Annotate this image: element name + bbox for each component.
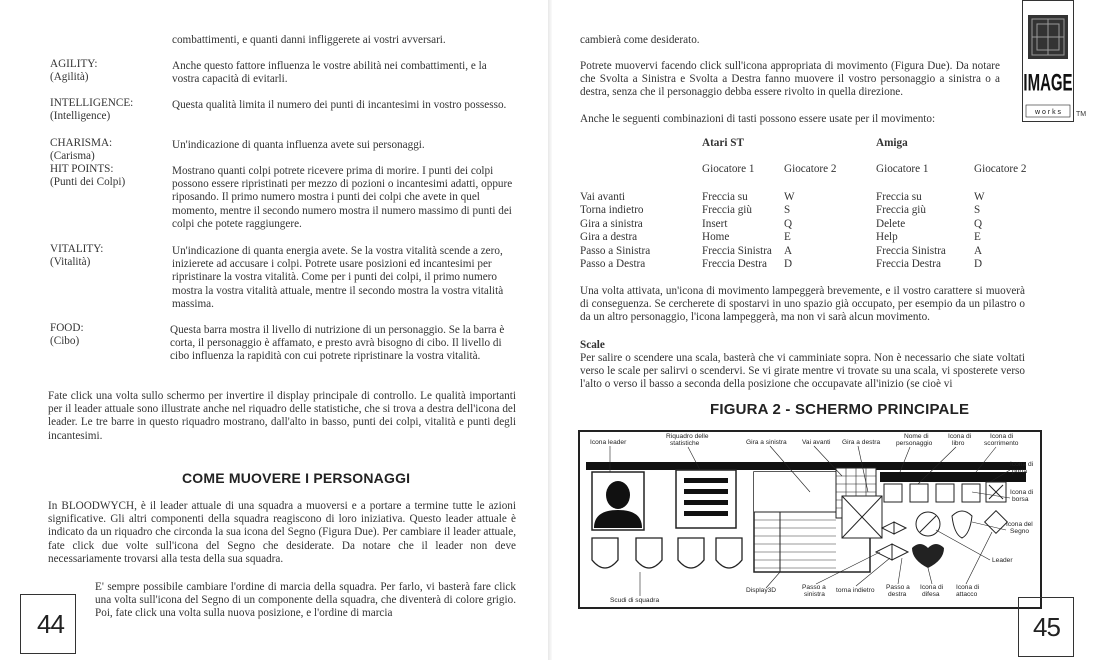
- para-click: Fate click una volta sullo schermo per invertire il display principale di controllo. Le qualità importanti per il leader attuale sono illustrate anche nel riquadro delle statistiche, che si trova a destra dell'icona del leader. Le tre barre in questo riquadro mostrano, dall'alto in basso, punti dei colpi, vitalità e punti degli incantesimi.: [48, 390, 516, 442]
- row-am2: S: [974, 204, 981, 217]
- label-icona-leader: Icona leader: [590, 439, 627, 446]
- page-number-box: [20, 594, 76, 654]
- label-segno-2: Segno: [1010, 528, 1030, 535]
- player-header: Giocatore 1: [702, 163, 755, 175]
- label-torna: torna indietro: [836, 587, 875, 594]
- stat-label-food: FOOD:: [50, 322, 84, 334]
- label-leader: Leader: [992, 557, 1013, 564]
- label-libro-1: Icona di: [948, 433, 972, 440]
- table-row: [580, 218, 1044, 231]
- stat-sublabel-intelligence: (Intelligence): [50, 110, 111, 122]
- label-scudi: Scudi di squadra: [610, 597, 660, 604]
- row-am2: D: [974, 257, 983, 270]
- label-porta-1: Icona di: [1010, 461, 1034, 468]
- label-passo-sin-2: sinistra: [804, 591, 825, 598]
- table-row: [580, 231, 1044, 244]
- label-passo-des-2: destra: [888, 591, 907, 598]
- label-borsa-1: Icona di: [1010, 489, 1034, 496]
- stat-label-agility: AGILITY:: [50, 58, 98, 70]
- label-nome-2: personaggio: [896, 440, 933, 447]
- para-icon: Una volta attivata, un'icona di movimento lampeggerà brevemente, e il vostro carattere si muoverà di conseguenza. Se cercherete di spostarvi in uno spazio già occupato, per esempio da un pilastro o da un altro personaggio, l'icona lampeggerà, ma non vi sarà alcun movimento.: [580, 285, 1025, 324]
- label-attacco-1: Icona di: [956, 584, 980, 591]
- row-st1: Freccia Destra: [702, 257, 767, 270]
- platform-amiga: Amiga: [876, 137, 908, 149]
- page-number: 44: [37, 609, 64, 639]
- row-am2: A: [974, 244, 983, 257]
- label-riquadro-1: Riquadro delle: [666, 433, 709, 440]
- trademark: TM: [1076, 111, 1087, 118]
- stat-sublabel-food: (Cibo): [50, 335, 80, 347]
- left-page: [0, 0, 548, 660]
- label-riquadro-2: statistiche: [670, 440, 700, 447]
- section-heading: COME MUOVERE I PERSONAGGI: [182, 470, 411, 486]
- page-number-right: 45: [1033, 612, 1060, 642]
- row-action: Passo a Destra: [580, 257, 646, 270]
- label-gira-destra: Gira a destra: [842, 439, 881, 446]
- logo-text: IMAGE: [1023, 70, 1073, 97]
- stat-label-hitpoints: HIT POINTS:: [50, 163, 114, 175]
- label-borsa-2: borsa: [1012, 496, 1029, 503]
- para-leader: In BLOODWYCH, è il leader attuale di una squadra a muoversi e a portare a termine tutte le azioni significative. Gli altri componenti della squadra reagiscono di loro iniziativa. Questo leader attuale è indicato da un riquadro che circonda la sua icona del Segno (Figura Due). Per cambiare il leader attuale, fate click due volte sull'icona del Segno che desiderate. Da notare che il leader non deve necessariamente trovarsi alla testa della sua squadra.: [48, 500, 516, 565]
- keys-table: [580, 137, 1044, 271]
- label-difesa-1: Icona di: [920, 584, 944, 591]
- row-action: Gira a sinistra: [580, 217, 643, 230]
- label-gira-sinistra: Gira a sinistra: [746, 439, 787, 446]
- figure-diagram: [580, 432, 1040, 607]
- row-st1: Home: [702, 231, 730, 244]
- row-st1: Insert: [702, 217, 728, 230]
- label-passo-sin-1: Passo a: [802, 584, 826, 591]
- label-difesa-2: difesa: [922, 591, 940, 598]
- table-row: [580, 245, 1044, 258]
- stat-text-intelligence: Questa qualità limita il numero dei punti di incantesimi in vostro possesso.: [172, 99, 507, 111]
- table-row: [580, 258, 1044, 271]
- table-row: [580, 191, 1044, 204]
- row-action: Torna indietro: [580, 204, 644, 217]
- stat-sublabel-charisma: (Carisma): [50, 150, 95, 162]
- logo-graphic: [1023, 1, 1073, 121]
- row-st2: D: [784, 257, 793, 270]
- para-move: Potrete muovervi facendo click sull'icona appropriata di movimento (Figura Due). Da notare che Svolta a Sinistra e Svolta a Destra fanno muovere il vostro personaggio a sinistra o a destra, senza che il personaggio debba essere rivolto in quella direzione.: [580, 60, 1000, 99]
- row-st2: A: [784, 244, 793, 257]
- scroll-icon: [910, 484, 928, 502]
- stat-text-vitality: Un'indicazione di quanta energia avete. Se la vostra vitalità scende a zero, inizierete ad accusare i colpi. Potrete usare posizioni ed incantesimi per ripristinare la vostra vitalità. Come per i punti dei colpi, il primo numero mostra la vostra vitalità attuale, mentre il secondo mostra la vostra vitalità massima.: [172, 245, 504, 310]
- label-porta-2: porta: [1012, 468, 1028, 475]
- para-scale: Per salire o scendere una scala, basterà che vi camminiate sopra. Non è necessario che siate voltati verso le scale per salirvi o scendervi. Se vi girate mentre vi trovate su una scala, vi sposterete verso l'alto o verso il basso a seconda della posizione che occupavate all'inizio (se cioè vi: [580, 352, 1025, 391]
- label-display3d: Display3D: [746, 587, 777, 594]
- player-header: Giocatore 2: [784, 163, 837, 175]
- label-passo-des-1: Passo a: [886, 584, 910, 591]
- intro-line-right: cambierà come desiderato.: [580, 34, 700, 46]
- row-st1: Freccia su: [702, 191, 748, 203]
- stat-sublabel-agility: (Agilità): [50, 71, 89, 83]
- intro-line: combattimenti, e quanti danni infliggerete ai vostri avversari.: [172, 34, 446, 46]
- label-nome-1: Nome di: [904, 433, 929, 440]
- stat-text-food: Questa barra mostra il livello di nutrizione di un personaggio. Se la barra è corta, il personaggio è affamato, e presto avrà bisogno di cibo. Il livello di cibo influenza la rapidità con cui potrete ripristinare la vostra vitalità.: [170, 324, 505, 363]
- row-am1: Delete: [876, 217, 906, 230]
- stat-label-intelligence: INTELLIGENCE:: [50, 97, 134, 109]
- row-action: Passo a Sinistra: [580, 244, 651, 257]
- label-vai-avanti: Vai avanti: [802, 439, 831, 446]
- player-header: Giocatore 1: [876, 163, 929, 175]
- label-segno-1: Icona del: [1006, 521, 1033, 528]
- display-3d: [754, 468, 882, 572]
- stat-sublabel-hitpoints: (Punti dei Colpi): [50, 176, 126, 188]
- para-keys: Anche le seguenti combinazioni di tasti possono essere usate per il movimento:: [580, 113, 936, 125]
- table-row: [580, 204, 1044, 217]
- figure-main-screen: [578, 430, 1042, 609]
- row-st2: S: [784, 204, 791, 217]
- row-action: Vai avanti: [580, 191, 626, 203]
- stat-text-hitpoints: Mostrano quanti colpi potrete ricevere prima di morire. I punti dei colpi possono essere ripristinati per mezzo di pozioni o incantesimi adatti, oppure riposando. Il primo numero mostra i punti dei colpi che avete in quel momento, mentre il secondo numero mostra il numero massimo di punti dei colpi che potete raggiungere.: [172, 165, 513, 230]
- row-action: Gira a destra: [580, 231, 638, 244]
- row-st2: Q: [784, 217, 793, 230]
- player-header: Giocatore 2: [974, 163, 1027, 175]
- row-am1: Help: [876, 231, 898, 244]
- row-am1: Freccia su: [876, 191, 922, 203]
- page-number-box-right: [1018, 597, 1074, 657]
- row-st1: Freccia Sinistra: [702, 244, 772, 257]
- scale-heading: Scale: [580, 339, 605, 351]
- row-st1: Freccia giù: [702, 204, 753, 217]
- stat-label-charisma: CHARISMA:: [50, 137, 113, 149]
- book-icon: [884, 484, 902, 502]
- stat-sublabel-vitality: (Vitalità): [50, 256, 91, 268]
- row-am2: W: [974, 191, 985, 203]
- logo-subtext: w o r k s: [1034, 109, 1062, 116]
- stat-label-vitality: VITALITY:: [50, 243, 104, 255]
- label-scorr-2: scorrimento: [984, 440, 1019, 447]
- figure-title: FIGURA 2 - SCHERMO PRINCIPALE: [710, 401, 970, 418]
- platform-atari: Atari ST: [702, 137, 744, 149]
- top-bar: [586, 462, 1026, 470]
- row-am1: Freccia Sinistra: [876, 244, 946, 257]
- row-am2: Q: [974, 217, 983, 230]
- door-icon: [936, 484, 954, 502]
- label-scorr-1: Icona di: [990, 433, 1014, 440]
- row-am2: E: [974, 231, 981, 244]
- stat-text-charisma: Un'indicazione di quanta influenza avete sui personaggi.: [172, 139, 425, 151]
- row-am1: Freccia Destra: [876, 257, 941, 270]
- image-works-logo: [1022, 0, 1074, 122]
- label-attacco-2: attacco: [956, 591, 978, 598]
- row-am1: Freccia giù: [876, 204, 927, 217]
- para-order: E' sempre possibile cambiare l'ordine di marcia della squadra. Per farlo, vi basterà fare click una volta sull'icona del Segno di un componente della squadra, che diventerà di colore grigio. Poi, fate click una volta sulla nuova posizione, e l'ordine di marcia: [95, 581, 516, 620]
- stat-text-agility: Anche questo fattore influenza le vostre abilità nei combattimenti, e la vostra capacità di evitarli.: [172, 60, 487, 86]
- row-st2: W: [784, 191, 795, 203]
- row-st2: E: [784, 231, 791, 244]
- label-libro-2: libro: [952, 440, 965, 447]
